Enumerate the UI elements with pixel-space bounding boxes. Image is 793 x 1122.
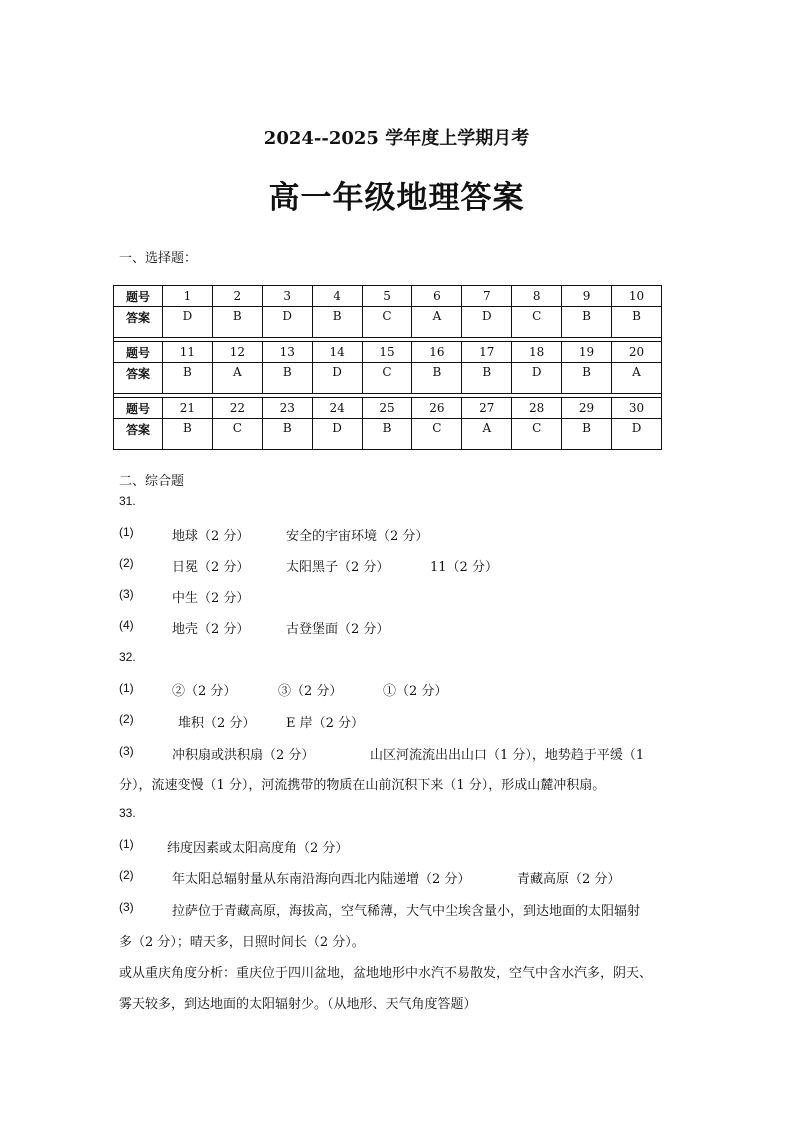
q31-p1-mark: (1) <box>119 525 134 539</box>
question-number-cell: 11 <box>163 342 213 363</box>
q33-label: 33. <box>119 806 136 820</box>
q32-p3-mark: (3) <box>119 744 134 758</box>
q32-p2-mark: (2) <box>119 712 134 726</box>
question-number-cell: 29 <box>562 398 612 419</box>
q33-alt-line-2: 雾天较多，到达地面的太阳辐射少。（从地形、天气角度答题） <box>119 997 477 1012</box>
question-number-header: 题号 <box>114 342 163 363</box>
question-number-cell: 21 <box>163 398 213 419</box>
answer-header: 答案 <box>114 419 163 450</box>
question-number-header: 题号 <box>114 286 163 307</box>
question-number-row <box>114 286 662 307</box>
answer-cell: C <box>362 307 412 338</box>
question-number-cell: 7 <box>462 286 512 307</box>
question-number-row <box>114 342 662 363</box>
q31-p2-answer-b: 太阳黑子（2 分） <box>286 560 390 575</box>
question-number-header: 题号 <box>114 398 163 419</box>
answer-row <box>114 363 662 394</box>
answer-cell: A <box>462 419 512 450</box>
question-number-cell: 5 <box>362 286 412 307</box>
answer-header: 答案 <box>114 307 163 338</box>
answer-cell: D <box>462 307 512 338</box>
question-number-cell: 4 <box>312 286 362 307</box>
q32-label: 32. <box>119 650 136 664</box>
answer-cell: D <box>312 363 362 394</box>
question-number-cell: 17 <box>462 342 512 363</box>
answer-row <box>114 419 662 450</box>
question-number-cell: 15 <box>362 342 412 363</box>
q33-p3-answer-a: 拉萨位于青藏高原，海拔高，空气稀薄，大气中尘埃含量小，到达地面的太阳辐射 <box>172 904 641 919</box>
answer-cell: A <box>412 307 462 338</box>
question-number-cell: 8 <box>512 286 562 307</box>
q33-p1-mark: (1) <box>119 837 134 851</box>
answer-row <box>114 307 662 338</box>
answer-cell: C <box>512 307 562 338</box>
question-number-cell: 2 <box>212 286 262 307</box>
q31-p3-answer-a: 中生（2 分） <box>172 591 250 606</box>
answer-cell: C <box>412 419 462 450</box>
q31-p1-answer-b: 安全的宇宙环境（2 分） <box>286 529 429 544</box>
question-number-cell: 23 <box>262 398 312 419</box>
q31-p4-mark: (4) <box>119 618 134 632</box>
answer-cell: B <box>312 307 362 338</box>
q32-p2-answer-a: 堆积（2 分） <box>178 716 256 731</box>
answer-cell: B <box>362 419 412 450</box>
question-number-cell: 6 <box>412 286 462 307</box>
answer-cell: C <box>212 419 262 450</box>
answer-cell: B <box>562 307 612 338</box>
question-number-cell: 14 <box>312 342 362 363</box>
q33-p3-continuation: 多（2 分）；晴天多，日照时间长（2 分）。 <box>119 935 365 950</box>
q31-p1-answer-a: 地球（2 分） <box>172 529 250 544</box>
section1-heading: 一、选择题： <box>119 251 198 266</box>
q32-p1-answer-b: ③（2 分） <box>278 684 343 699</box>
answer-cell: B <box>212 307 262 338</box>
answer-cell: A <box>612 363 662 394</box>
answer-cell: D <box>163 307 213 338</box>
answer-cell: C <box>512 419 562 450</box>
question-number-cell: 10 <box>612 286 662 307</box>
question-number-cell: 16 <box>412 342 462 363</box>
question-number-cell: 13 <box>262 342 312 363</box>
question-number-cell: 18 <box>512 342 562 363</box>
answer-cell: B <box>562 419 612 450</box>
q32-p3-answer-a: 冲积扇或洪积扇（2 分） <box>172 748 315 763</box>
question-number-cell: 22 <box>212 398 262 419</box>
question-number-cell: 19 <box>562 342 612 363</box>
question-number-cell: 30 <box>612 398 662 419</box>
answer-cell: B <box>562 363 612 394</box>
answer-cell: D <box>612 419 662 450</box>
q33-p3-mark: (3) <box>119 900 134 914</box>
answer-cell: D <box>512 363 562 394</box>
q31-p3-mark: (3) <box>119 587 134 601</box>
q33-p2-answer-a: 年太阳总辐射量从东南沿海向西北内陆递增（2 分） <box>172 872 471 887</box>
question-number-cell: 20 <box>612 342 662 363</box>
q33-p2-answer-b: 青藏高原（2 分） <box>517 872 621 887</box>
q32-p2-answer-b: E 岸（2 分） <box>286 716 365 731</box>
question-number-cell: 25 <box>362 398 412 419</box>
answer-cell: D <box>312 419 362 450</box>
question-number-cell: 27 <box>462 398 512 419</box>
answer-cell: A <box>212 363 262 394</box>
question-number-cell: 3 <box>262 286 312 307</box>
answer-cell: B <box>612 307 662 338</box>
q32-p3-answer-b: 山区河流流出出山口（1 分），地势趋于平缓（1 <box>370 748 645 763</box>
answer-cell: B <box>262 363 312 394</box>
q31-p4-answer-b: 古登堡面（2 分） <box>286 622 390 637</box>
q31-p2-answer-c: 11（2 分） <box>430 560 498 575</box>
q33-p2-mark: (2) <box>119 868 134 882</box>
answer-cell: B <box>262 419 312 450</box>
answer-header: 答案 <box>114 363 163 394</box>
answer-cell: D <box>262 307 312 338</box>
answer-cell: B <box>412 363 462 394</box>
q31-label: 31. <box>119 494 136 508</box>
q32-p1-answer-a: ②（2 分） <box>172 684 237 699</box>
q31-p2-answer-a: 日冕（2 分） <box>172 560 250 575</box>
q33-alt-line-1: 或从重庆角度分析：重庆位于四川盆地，盆地地形中水汽不易散发，空气中含水汽多，阴天、 <box>119 966 653 981</box>
question-number-cell: 12 <box>212 342 262 363</box>
q32-p1-answer-c: ①（2 分） <box>383 684 448 699</box>
section2-heading: 二、综合题 <box>119 474 185 489</box>
q31-p2-mark: (2) <box>119 556 134 570</box>
answer-cell: B <box>163 419 213 450</box>
question-number-cell: 9 <box>562 286 612 307</box>
question-number-cell: 1 <box>163 286 213 307</box>
question-number-cell: 28 <box>512 398 562 419</box>
answer-cell: C <box>362 363 412 394</box>
question-number-row <box>114 398 662 419</box>
answer-table <box>113 285 662 450</box>
q31-p4-answer-a: 地壳（2 分） <box>172 622 250 637</box>
q33-p1-answer-a: 纬度因素或太阳高度角（2 分） <box>167 841 349 856</box>
answer-cell: B <box>163 363 213 394</box>
q32-p3-continuation: 分），流速变慢（1 分），河流携带的物质在山前沉积下来（1 分），形成山麓冲积扇。 <box>119 778 606 793</box>
exam-subtitle: 2024--2025 学年度上学期月考 <box>263 128 530 149</box>
answer-cell: B <box>462 363 512 394</box>
question-number-cell: 26 <box>412 398 462 419</box>
question-number-cell: 24 <box>312 398 362 419</box>
exam-title: 高一年级地理答案 <box>268 180 525 216</box>
q32-p1-mark: (1) <box>119 681 134 695</box>
